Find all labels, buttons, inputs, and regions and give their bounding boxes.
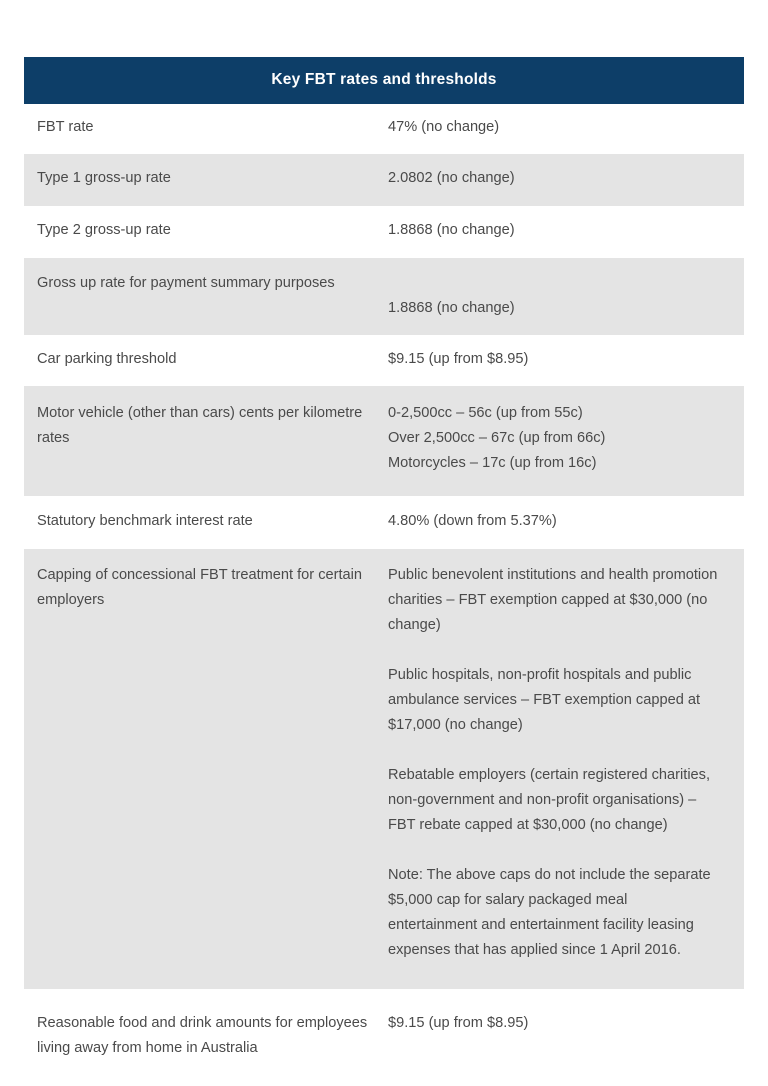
row-label bbox=[24, 386, 388, 471]
row-label bbox=[24, 549, 388, 627]
row-value-paragraph: Rebatable employers (certain registered charities, non-government and non-profit organisations) – FBT rebate capped at $30,000 (no change) bbox=[388, 767, 711, 833]
row-label bbox=[24, 989, 388, 1081]
row-value-line: Motorcycles – 17c (up from 16c) bbox=[388, 455, 597, 471]
row-label-text: Statutory benchmark interest rate bbox=[37, 513, 253, 529]
row-label-text: Reasonable food and drink amounts for employees living away from home in Australia bbox=[37, 1015, 368, 1056]
row-value bbox=[388, 386, 744, 496]
table-row bbox=[24, 549, 744, 989]
row-value bbox=[388, 154, 744, 206]
row-value bbox=[388, 104, 744, 154]
fbt-rates-table bbox=[24, 57, 744, 1081]
row-value-paragraphs bbox=[388, 563, 720, 963]
row-value bbox=[388, 496, 744, 549]
row-value-line: Over 2,500cc – 67c (up from 66c) bbox=[388, 430, 606, 446]
row-label bbox=[24, 104, 388, 154]
row-label-text: Gross up rate for payment summary purposes bbox=[37, 275, 335, 291]
row-label-text: FBT rate bbox=[37, 119, 94, 135]
row-value-text: 1.8868 (no change) bbox=[388, 222, 515, 238]
row-value-text: 1.8868 (no change) bbox=[388, 300, 515, 316]
table-row bbox=[24, 335, 744, 386]
row-value bbox=[388, 989, 744, 1056]
row-value-text: 4.80% (down from 5.37%) bbox=[388, 513, 557, 529]
row-value-text: 2.0802 (no change) bbox=[388, 170, 515, 186]
table-row bbox=[24, 206, 744, 258]
row-label bbox=[24, 154, 388, 206]
row-value bbox=[388, 549, 744, 989]
row-value-text: $9.15 (up from $8.95) bbox=[388, 351, 529, 367]
table-row bbox=[24, 154, 744, 206]
row-value bbox=[388, 258, 744, 335]
row-label-text: Type 2 gross-up rate bbox=[37, 222, 171, 238]
row-label-text: Car parking threshold bbox=[37, 351, 177, 367]
row-value bbox=[388, 206, 744, 258]
row-label-text: Motor vehicle (other than cars) cents per kilometre rates bbox=[37, 405, 363, 446]
row-value bbox=[388, 335, 744, 386]
table-row bbox=[24, 104, 744, 154]
row-label-text: Type 1 gross-up rate bbox=[37, 170, 171, 186]
row-value-paragraph: Note: The above caps do not include the separate $5,000 cap for salary packaged meal entertainment and entertainment facility leasing expenses that has applied since 1 April 2016. bbox=[388, 867, 711, 958]
table-row bbox=[24, 989, 744, 1081]
table-row bbox=[24, 386, 744, 496]
row-label-text: Capping of concessional FBT treatment for certain employers bbox=[37, 567, 363, 608]
row-label bbox=[24, 496, 388, 549]
row-label bbox=[24, 206, 388, 258]
row-label bbox=[24, 258, 388, 310]
row-value-text: 47% (no change) bbox=[388, 119, 500, 135]
row-value-paragraph: Public hospitals, non-profit hospitals and public ambulance services – FBT exemption capped at $17,000 (no change) bbox=[388, 667, 701, 733]
table-row bbox=[24, 496, 744, 549]
table-title: Key FBT rates and thresholds bbox=[24, 57, 744, 104]
row-label bbox=[24, 335, 388, 386]
table-row bbox=[24, 258, 744, 335]
row-value-paragraph: Public benevolent institutions and health promotion charities – FBT exemption capped at $30,000 (no change) bbox=[388, 567, 718, 633]
row-value-line: 0-2,500cc – 56c (up from 55c) bbox=[388, 405, 583, 421]
row-value-text: $9.15 (up from $8.95) bbox=[388, 1015, 529, 1031]
